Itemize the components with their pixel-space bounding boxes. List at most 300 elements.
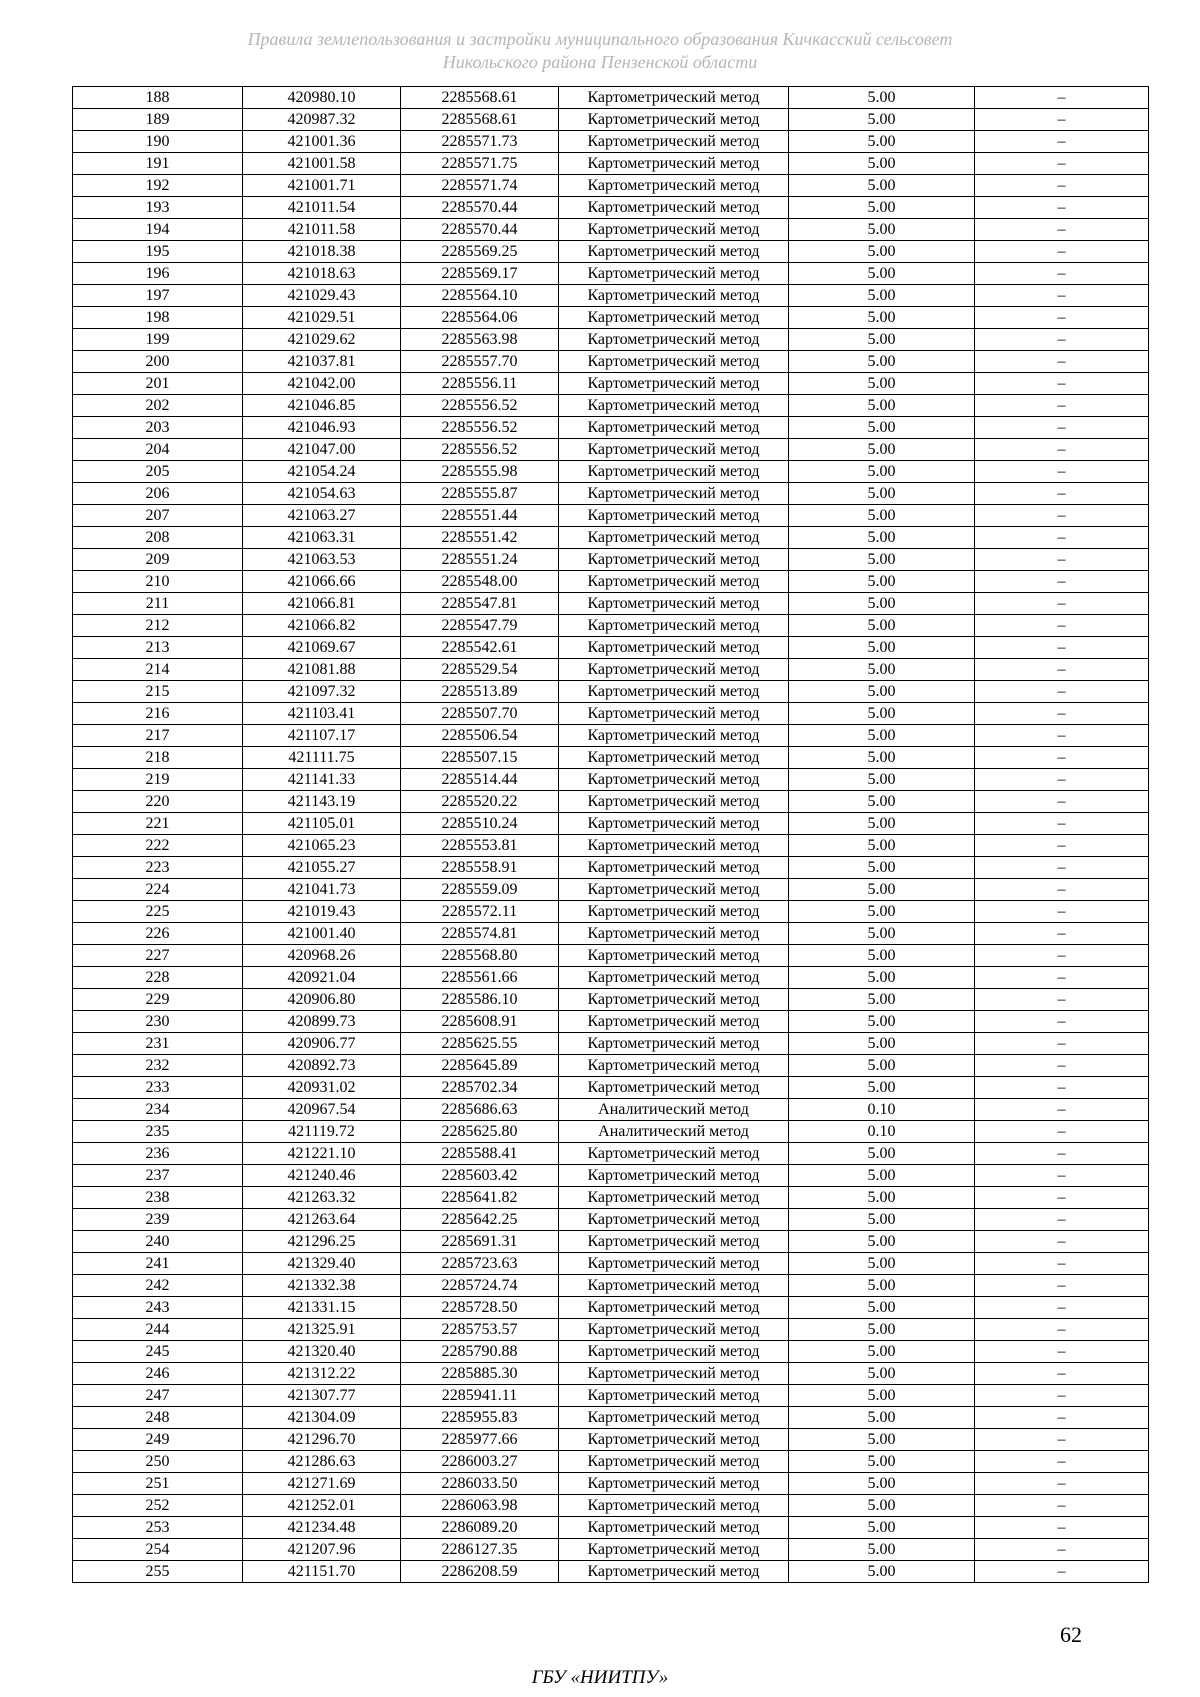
table-row	[73, 241, 1149, 263]
point-number-cell: 245	[73, 1341, 243, 1363]
method-cell: Аналитический метод	[559, 1121, 789, 1143]
table-row	[73, 1033, 1149, 1055]
description-cell: –	[975, 549, 1149, 571]
x-coordinate-cell: 421029.51	[243, 307, 401, 329]
description-cell: –	[975, 109, 1149, 131]
method-cell: Картометрический метод	[559, 263, 789, 285]
accuracy-cell: 5.00	[789, 285, 975, 307]
method-cell: Картометрический метод	[559, 285, 789, 307]
x-coordinate-cell: 420987.32	[243, 109, 401, 131]
description-cell: –	[975, 901, 1149, 923]
point-number-cell: 208	[73, 527, 243, 549]
x-coordinate-cell: 421029.62	[243, 329, 401, 351]
table-row	[73, 1187, 1149, 1209]
y-coordinate-cell: 2286033.50	[401, 1473, 559, 1495]
y-coordinate-cell: 2285572.11	[401, 901, 559, 923]
y-coordinate-cell: 2285724.74	[401, 1275, 559, 1297]
accuracy-cell: 5.00	[789, 945, 975, 967]
accuracy-cell: 5.00	[789, 175, 975, 197]
y-coordinate-cell: 2285941.11	[401, 1385, 559, 1407]
y-coordinate-cell: 2285571.75	[401, 153, 559, 175]
table-row	[73, 175, 1149, 197]
description-cell: –	[975, 1209, 1149, 1231]
point-number-cell: 199	[73, 329, 243, 351]
method-cell: Картометрический метод	[559, 1297, 789, 1319]
x-coordinate-cell: 421141.33	[243, 769, 401, 791]
table-row	[73, 879, 1149, 901]
table-row	[73, 527, 1149, 549]
point-number-cell: 243	[73, 1297, 243, 1319]
y-coordinate-cell: 2285556.52	[401, 395, 559, 417]
accuracy-cell: 5.00	[789, 461, 975, 483]
accuracy-cell: 5.00	[789, 483, 975, 505]
point-number-cell: 225	[73, 901, 243, 923]
description-cell: –	[975, 1033, 1149, 1055]
x-coordinate-cell: 421307.77	[243, 1385, 401, 1407]
x-coordinate-cell: 421296.25	[243, 1231, 401, 1253]
method-cell: Картометрический метод	[559, 593, 789, 615]
point-number-cell: 226	[73, 923, 243, 945]
y-coordinate-cell: 2285561.66	[401, 967, 559, 989]
description-cell: –	[975, 153, 1149, 175]
description-cell: –	[975, 483, 1149, 505]
x-coordinate-cell: 421151.70	[243, 1561, 401, 1583]
y-coordinate-cell: 2285559.09	[401, 879, 559, 901]
accuracy-cell: 5.00	[789, 989, 975, 1011]
description-cell: –	[975, 263, 1149, 285]
table-row	[73, 263, 1149, 285]
description-cell: –	[975, 175, 1149, 197]
accuracy-cell: 5.00	[789, 901, 975, 923]
y-coordinate-cell: 2286063.98	[401, 1495, 559, 1517]
method-cell: Картометрический метод	[559, 1319, 789, 1341]
table-row	[73, 153, 1149, 175]
method-cell: Картометрический метод	[559, 1275, 789, 1297]
x-coordinate-cell: 421018.38	[243, 241, 401, 263]
y-coordinate-cell: 2285702.34	[401, 1077, 559, 1099]
point-number-cell: 255	[73, 1561, 243, 1583]
y-coordinate-cell: 2285506.54	[401, 725, 559, 747]
table-row	[73, 967, 1149, 989]
method-cell: Картометрический метод	[559, 1077, 789, 1099]
table-row	[73, 1077, 1149, 1099]
method-cell: Картометрический метод	[559, 615, 789, 637]
y-coordinate-cell: 2285514.44	[401, 769, 559, 791]
x-coordinate-cell: 421105.01	[243, 813, 401, 835]
point-number-cell: 201	[73, 373, 243, 395]
table-row	[73, 87, 1149, 109]
description-cell: –	[975, 527, 1149, 549]
x-coordinate-cell: 421320.40	[243, 1341, 401, 1363]
accuracy-cell: 5.00	[789, 725, 975, 747]
x-coordinate-cell: 420968.26	[243, 945, 401, 967]
x-coordinate-cell: 421107.17	[243, 725, 401, 747]
description-cell: –	[975, 1451, 1149, 1473]
method-cell: Картометрический метод	[559, 857, 789, 879]
method-cell: Картометрический метод	[559, 241, 789, 263]
y-coordinate-cell: 2285977.66	[401, 1429, 559, 1451]
description-cell: –	[975, 835, 1149, 857]
point-number-cell: 223	[73, 857, 243, 879]
description-cell: –	[975, 1121, 1149, 1143]
x-coordinate-cell: 421037.81	[243, 351, 401, 373]
description-cell: –	[975, 1473, 1149, 1495]
y-coordinate-cell: 2285529.54	[401, 659, 559, 681]
footer-organization: ГБУ «НИИТПУ»	[531, 1667, 669, 1688]
accuracy-cell: 5.00	[789, 659, 975, 681]
description-cell: –	[975, 1363, 1149, 1385]
point-number-cell: 198	[73, 307, 243, 329]
table-row	[73, 1121, 1149, 1143]
description-cell: –	[975, 197, 1149, 219]
accuracy-cell: 5.00	[789, 131, 975, 153]
accuracy-cell: 5.00	[789, 813, 975, 835]
method-cell: Картометрический метод	[559, 417, 789, 439]
y-coordinate-cell: 2285790.88	[401, 1341, 559, 1363]
table-row	[73, 593, 1149, 615]
y-coordinate-cell: 2285556.52	[401, 439, 559, 461]
y-coordinate-cell: 2285625.80	[401, 1121, 559, 1143]
x-coordinate-cell: 421011.54	[243, 197, 401, 219]
description-cell: –	[975, 1275, 1149, 1297]
accuracy-cell: 5.00	[789, 1517, 975, 1539]
table-row	[73, 1341, 1149, 1363]
description-cell: –	[975, 703, 1149, 725]
table-row	[73, 835, 1149, 857]
accuracy-cell: 5.00	[789, 329, 975, 351]
y-coordinate-cell: 2285564.10	[401, 285, 559, 307]
accuracy-cell: 5.00	[789, 1319, 975, 1341]
accuracy-cell: 5.00	[789, 637, 975, 659]
x-coordinate-cell: 421221.10	[243, 1143, 401, 1165]
x-coordinate-cell: 421252.01	[243, 1495, 401, 1517]
point-number-cell: 203	[73, 417, 243, 439]
y-coordinate-cell: 2285556.52	[401, 417, 559, 439]
point-number-cell: 254	[73, 1539, 243, 1561]
coordinates-table-body	[73, 87, 1149, 1583]
method-cell: Картометрический метод	[559, 549, 789, 571]
method-cell: Картометрический метод	[559, 439, 789, 461]
table-row	[73, 1385, 1149, 1407]
x-coordinate-cell: 421111.75	[243, 747, 401, 769]
table-row	[73, 1429, 1149, 1451]
description-cell: –	[975, 945, 1149, 967]
y-coordinate-cell: 2285571.73	[401, 131, 559, 153]
accuracy-cell: 5.00	[789, 1385, 975, 1407]
method-cell: Картометрический метод	[559, 901, 789, 923]
y-coordinate-cell: 2285548.00	[401, 571, 559, 593]
method-cell: Картометрический метод	[559, 505, 789, 527]
description-cell: –	[975, 1539, 1149, 1561]
description-cell: –	[975, 593, 1149, 615]
y-coordinate-cell: 2285571.74	[401, 175, 559, 197]
x-coordinate-cell: 421063.31	[243, 527, 401, 549]
description-cell: –	[975, 791, 1149, 813]
description-cell: –	[975, 747, 1149, 769]
point-number-cell: 222	[73, 835, 243, 857]
x-coordinate-cell: 421046.85	[243, 395, 401, 417]
accuracy-cell: 5.00	[789, 835, 975, 857]
accuracy-cell: 5.00	[789, 241, 975, 263]
description-cell: –	[975, 1077, 1149, 1099]
point-number-cell: 249	[73, 1429, 243, 1451]
x-coordinate-cell: 421063.53	[243, 549, 401, 571]
point-number-cell: 191	[73, 153, 243, 175]
x-coordinate-cell: 420931.02	[243, 1077, 401, 1099]
table-row	[73, 395, 1149, 417]
accuracy-cell: 5.00	[789, 1407, 975, 1429]
y-coordinate-cell: 2285568.61	[401, 109, 559, 131]
description-cell: –	[975, 219, 1149, 241]
description-cell: –	[975, 1011, 1149, 1033]
description-cell: –	[975, 395, 1149, 417]
point-number-cell: 234	[73, 1099, 243, 1121]
x-coordinate-cell: 421312.22	[243, 1363, 401, 1385]
point-number-cell: 195	[73, 241, 243, 263]
description-cell: –	[975, 1099, 1149, 1121]
x-coordinate-cell: 421119.72	[243, 1121, 401, 1143]
x-coordinate-cell: 420906.80	[243, 989, 401, 1011]
table-row	[73, 681, 1149, 703]
accuracy-cell: 5.00	[789, 1187, 975, 1209]
method-cell: Картометрический метод	[559, 461, 789, 483]
description-cell: –	[975, 1561, 1149, 1583]
table-row	[73, 549, 1149, 571]
y-coordinate-cell: 2285955.83	[401, 1407, 559, 1429]
accuracy-cell: 5.00	[789, 681, 975, 703]
accuracy-cell: 5.00	[789, 1297, 975, 1319]
x-coordinate-cell: 421263.32	[243, 1187, 401, 1209]
point-number-cell: 237	[73, 1165, 243, 1187]
table-row	[73, 373, 1149, 395]
point-number-cell: 197	[73, 285, 243, 307]
y-coordinate-cell: 2285728.50	[401, 1297, 559, 1319]
description-cell: –	[975, 989, 1149, 1011]
description-cell: –	[975, 1055, 1149, 1077]
x-coordinate-cell: 421041.73	[243, 879, 401, 901]
table-row	[73, 1407, 1149, 1429]
x-coordinate-cell: 421063.27	[243, 505, 401, 527]
accuracy-cell: 5.00	[789, 857, 975, 879]
y-coordinate-cell: 2285547.79	[401, 615, 559, 637]
point-number-cell: 202	[73, 395, 243, 417]
method-cell: Картометрический метод	[559, 945, 789, 967]
accuracy-cell: 0.10	[789, 1121, 975, 1143]
method-cell: Картометрический метод	[559, 131, 789, 153]
method-cell: Картометрический метод	[559, 813, 789, 835]
x-coordinate-cell: 421097.32	[243, 681, 401, 703]
x-coordinate-cell: 421103.41	[243, 703, 401, 725]
point-number-cell: 188	[73, 87, 243, 109]
method-cell: Картометрический метод	[559, 923, 789, 945]
y-coordinate-cell: 2285513.89	[401, 681, 559, 703]
method-cell: Картометрический метод	[559, 1429, 789, 1451]
table-row	[73, 1055, 1149, 1077]
accuracy-cell: 5.00	[789, 571, 975, 593]
point-number-cell: 212	[73, 615, 243, 637]
table-row	[73, 1099, 1149, 1121]
point-number-cell: 253	[73, 1517, 243, 1539]
description-cell: –	[975, 1231, 1149, 1253]
y-coordinate-cell: 2285547.81	[401, 593, 559, 615]
method-cell: Картометрический метод	[559, 395, 789, 417]
x-coordinate-cell: 421019.43	[243, 901, 401, 923]
method-cell: Картометрический метод	[559, 373, 789, 395]
description-cell: –	[975, 285, 1149, 307]
accuracy-cell: 5.00	[789, 1165, 975, 1187]
description-cell: –	[975, 461, 1149, 483]
y-coordinate-cell: 2285574.81	[401, 923, 559, 945]
description-cell: –	[975, 1143, 1149, 1165]
method-cell: Картометрический метод	[559, 1231, 789, 1253]
description-cell: –	[975, 1429, 1149, 1451]
accuracy-cell: 5.00	[789, 1011, 975, 1033]
table-row	[73, 1561, 1149, 1583]
y-coordinate-cell: 2285753.57	[401, 1319, 559, 1341]
table-row	[73, 439, 1149, 461]
description-cell: –	[975, 439, 1149, 461]
point-number-cell: 193	[73, 197, 243, 219]
x-coordinate-cell: 421304.09	[243, 1407, 401, 1429]
y-coordinate-cell: 2285558.91	[401, 857, 559, 879]
point-number-cell: 218	[73, 747, 243, 769]
y-coordinate-cell: 2285691.31	[401, 1231, 559, 1253]
table-row	[73, 813, 1149, 835]
method-cell: Картометрический метод	[559, 791, 789, 813]
x-coordinate-cell: 421066.82	[243, 615, 401, 637]
y-coordinate-cell: 2285569.17	[401, 263, 559, 285]
method-cell: Картометрический метод	[559, 1165, 789, 1187]
table-row	[73, 747, 1149, 769]
point-number-cell: 210	[73, 571, 243, 593]
coordinates-table	[72, 86, 1149, 1583]
point-number-cell: 231	[73, 1033, 243, 1055]
method-cell: Картометрический метод	[559, 1011, 789, 1033]
table-row	[73, 1319, 1149, 1341]
accuracy-cell: 5.00	[789, 351, 975, 373]
table-row	[73, 1275, 1149, 1297]
table-row	[73, 131, 1149, 153]
accuracy-cell: 5.00	[789, 703, 975, 725]
table-row	[73, 1495, 1149, 1517]
description-cell: –	[975, 1187, 1149, 1209]
description-cell: –	[975, 131, 1149, 153]
point-number-cell: 232	[73, 1055, 243, 1077]
method-cell: Картометрический метод	[559, 681, 789, 703]
point-number-cell: 215	[73, 681, 243, 703]
x-coordinate-cell: 421069.67	[243, 637, 401, 659]
x-coordinate-cell: 421001.71	[243, 175, 401, 197]
accuracy-cell: 5.00	[789, 153, 975, 175]
accuracy-cell: 5.00	[789, 1495, 975, 1517]
accuracy-cell: 5.00	[789, 747, 975, 769]
accuracy-cell: 5.00	[789, 1143, 975, 1165]
x-coordinate-cell: 421018.63	[243, 263, 401, 285]
table-row	[73, 571, 1149, 593]
method-cell: Картометрический метод	[559, 1407, 789, 1429]
description-cell: –	[975, 1385, 1149, 1407]
table-row	[73, 1473, 1149, 1495]
point-number-cell: 214	[73, 659, 243, 681]
method-cell: Картометрический метод	[559, 329, 789, 351]
point-number-cell: 242	[73, 1275, 243, 1297]
y-coordinate-cell: 2285553.81	[401, 835, 559, 857]
point-number-cell: 252	[73, 1495, 243, 1517]
point-number-cell: 189	[73, 109, 243, 131]
description-cell: –	[975, 1517, 1149, 1539]
point-number-cell: 244	[73, 1319, 243, 1341]
x-coordinate-cell: 421054.63	[243, 483, 401, 505]
accuracy-cell: 5.00	[789, 395, 975, 417]
accuracy-cell: 5.00	[789, 505, 975, 527]
x-coordinate-cell: 420892.73	[243, 1055, 401, 1077]
y-coordinate-cell: 2285551.24	[401, 549, 559, 571]
accuracy-cell: 5.00	[789, 1055, 975, 1077]
description-cell: –	[975, 923, 1149, 945]
description-cell: –	[975, 351, 1149, 373]
x-coordinate-cell: 421325.91	[243, 1319, 401, 1341]
method-cell: Картометрический метод	[559, 1033, 789, 1055]
method-cell: Картометрический метод	[559, 989, 789, 1011]
point-number-cell: 224	[73, 879, 243, 901]
table-row	[73, 461, 1149, 483]
accuracy-cell: 5.00	[789, 527, 975, 549]
x-coordinate-cell: 420921.04	[243, 967, 401, 989]
point-number-cell: 219	[73, 769, 243, 791]
y-coordinate-cell: 2286003.27	[401, 1451, 559, 1473]
table-row	[73, 615, 1149, 637]
x-coordinate-cell: 421042.00	[243, 373, 401, 395]
table-row	[73, 1253, 1149, 1275]
point-number-cell: 233	[73, 1077, 243, 1099]
method-cell: Картометрический метод	[559, 769, 789, 791]
point-number-cell: 221	[73, 813, 243, 835]
method-cell: Картометрический метод	[559, 175, 789, 197]
table-row	[73, 285, 1149, 307]
x-coordinate-cell: 421271.69	[243, 1473, 401, 1495]
accuracy-cell: 5.00	[789, 109, 975, 131]
accuracy-cell: 5.00	[789, 615, 975, 637]
running-header	[60, 28, 1140, 74]
y-coordinate-cell: 2285645.89	[401, 1055, 559, 1077]
x-coordinate-cell: 421055.27	[243, 857, 401, 879]
table-row	[73, 1143, 1149, 1165]
method-cell: Картометрический метод	[559, 351, 789, 373]
x-coordinate-cell: 421332.38	[243, 1275, 401, 1297]
point-number-cell: 251	[73, 1473, 243, 1495]
x-coordinate-cell: 421240.46	[243, 1165, 401, 1187]
table-row	[73, 725, 1149, 747]
description-cell: –	[975, 1319, 1149, 1341]
accuracy-cell: 5.00	[789, 769, 975, 791]
accuracy-cell: 5.00	[789, 1539, 975, 1561]
table-row	[73, 1231, 1149, 1253]
description-cell: –	[975, 725, 1149, 747]
description-cell: –	[975, 813, 1149, 835]
table-row	[73, 901, 1149, 923]
accuracy-cell: 0.10	[789, 1099, 975, 1121]
accuracy-cell: 5.00	[789, 1033, 975, 1055]
y-coordinate-cell: 2285568.61	[401, 87, 559, 109]
x-coordinate-cell: 421001.58	[243, 153, 401, 175]
point-number-cell: 228	[73, 967, 243, 989]
accuracy-cell: 5.00	[789, 549, 975, 571]
method-cell: Картометрический метод	[559, 527, 789, 549]
accuracy-cell: 5.00	[789, 1209, 975, 1231]
y-coordinate-cell: 2285608.91	[401, 1011, 559, 1033]
table-row	[73, 923, 1149, 945]
table-row	[73, 1209, 1149, 1231]
